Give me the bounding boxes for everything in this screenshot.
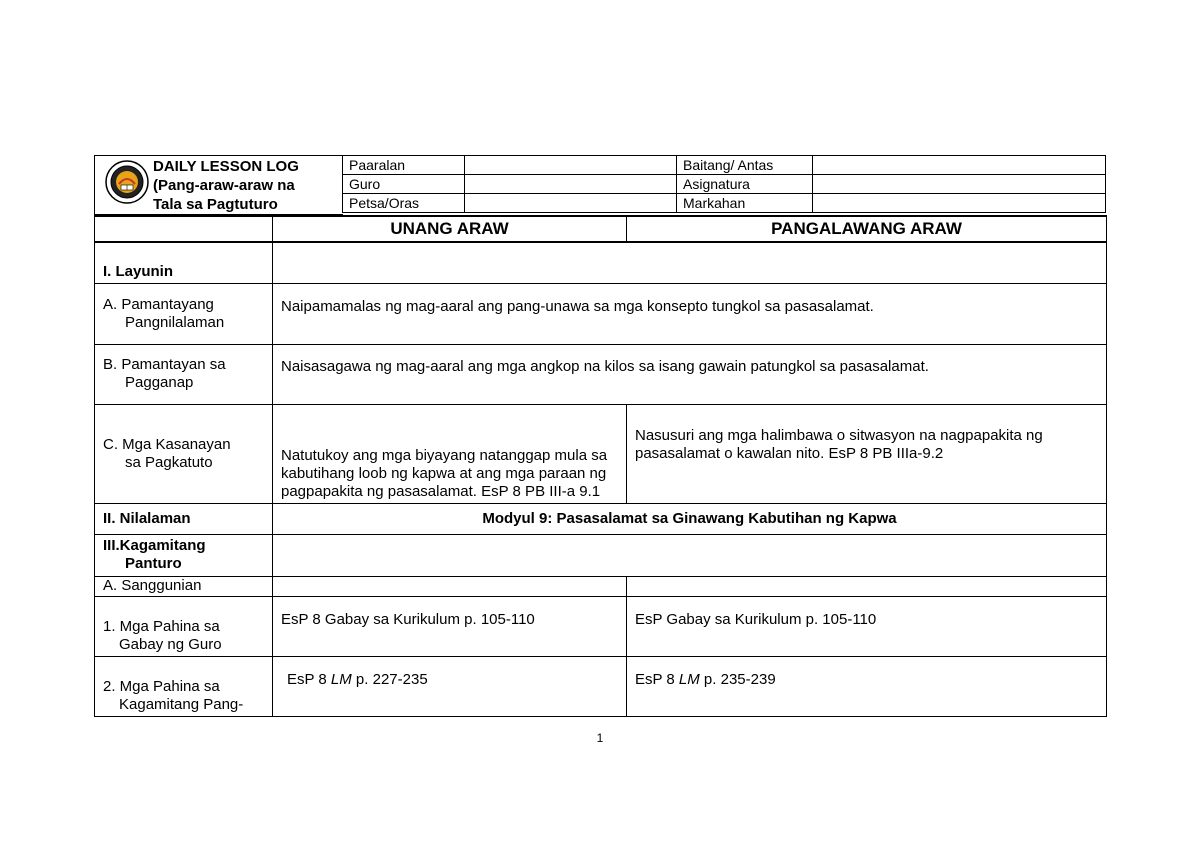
kagamitan-row bbox=[95, 534, 1107, 576]
gabay-label-line1: 1. Mga Pahina sa bbox=[103, 617, 220, 635]
layunin-row bbox=[95, 242, 1107, 283]
day2-header: PANGALAWANG ARAW bbox=[627, 216, 1107, 242]
pagganap-label-line2: Pagganap bbox=[125, 374, 194, 391]
sanggunian-row bbox=[95, 576, 1107, 596]
kagamitan-label-line1: III.Kagamitang bbox=[103, 537, 206, 554]
pagganap-row bbox=[95, 344, 1107, 404]
pagganap-label bbox=[95, 344, 273, 404]
pamantayang-label-line2: Pangnilalaman bbox=[125, 313, 225, 331]
kasanayan-label-line2: sa Pagkatuto bbox=[125, 453, 213, 471]
field-value-petsa[interactable] bbox=[465, 194, 677, 213]
kagamitang-label-line1: 2. Mga Pahina sa bbox=[103, 677, 220, 695]
header-fields-grid bbox=[342, 155, 1106, 213]
nilalaman-row bbox=[95, 503, 1107, 534]
field-value-paaralan[interactable] bbox=[465, 156, 677, 175]
field-value-markahan[interactable] bbox=[813, 194, 1106, 213]
pamantayang-row bbox=[95, 283, 1107, 344]
pamantayang-label bbox=[95, 283, 273, 344]
gabay-day1: EsP 8 Gabay sa Kurikulum p. 105-110 bbox=[273, 596, 627, 656]
field-label-guro: Guro bbox=[343, 175, 465, 194]
gabay-row bbox=[95, 596, 1107, 656]
lesson-log-header bbox=[94, 155, 1106, 215]
kasanayan-label-line1: C. Mga Kasanayan bbox=[103, 435, 231, 453]
field-value-asignatura[interactable] bbox=[813, 175, 1106, 194]
field-label-petsa: Petsa/Oras bbox=[343, 194, 465, 213]
pagganap-label-line1: B. Pamantayan sa bbox=[103, 356, 226, 373]
header-title-line3: Tala sa Pagtuturo bbox=[153, 196, 278, 213]
kasanayan-label bbox=[95, 404, 273, 503]
gabay-label-line2: Gabay ng Guro bbox=[119, 635, 222, 653]
lesson-log-table bbox=[94, 215, 1107, 717]
layunin-label: I. Layunin bbox=[95, 242, 273, 283]
gabay-day2: EsP Gabay sa Kurikulum p. 105-110 bbox=[627, 596, 1107, 656]
pamantayang-label-line1: A. Pamantayang bbox=[103, 295, 214, 313]
page-number: 1 bbox=[596, 731, 604, 745]
pagganap-text: Naisasagawa ng mag-aaral ang mga angkop na kilos sa isang gawain patungkol sa pasasalamat. bbox=[273, 344, 1107, 404]
kagamitan-label bbox=[95, 534, 273, 576]
field-value-baitang[interactable] bbox=[813, 156, 1106, 175]
field-label-markahan: Markahan bbox=[677, 194, 813, 213]
field-label-asignatura: Asignatura bbox=[677, 175, 813, 194]
kasanayan-day1: Natutukoy ang mga biyayang natanggap mula sa kabutihang loob ng kapwa at ang mga paraan ng pagpapakita ng pasasalamat. EsP 8 PB III-a 9.1 bbox=[273, 404, 627, 503]
gabay-label bbox=[95, 596, 273, 656]
lm-day1 bbox=[273, 656, 627, 716]
lm-day2-italic: LM bbox=[678, 671, 700, 688]
lm-day1-italic: LM bbox=[330, 671, 352, 688]
day1-header: UNANG ARAW bbox=[273, 216, 627, 242]
field-label-paaralan: Paaralan bbox=[343, 156, 465, 175]
field-label-baitang: Baitang/ Antas bbox=[677, 156, 813, 175]
nilalaman-text: Modyul 9: Pasasalamat sa Ginawang Kabutihan ng Kapwa bbox=[273, 503, 1107, 534]
kagamitan-label-line2: Panturo bbox=[125, 555, 182, 572]
lm-day2 bbox=[627, 656, 1107, 716]
kagamitan-content bbox=[273, 534, 1107, 576]
lm-day2-pre: EsP 8 bbox=[635, 671, 679, 688]
pamantayang-text: Naipamamalas ng mag-aaral ang pang-unawa sa mga konsepto tungkol sa pasasalamat. bbox=[273, 283, 1107, 344]
lm-day1-post: p. 227-235 bbox=[351, 671, 428, 688]
header-title-line2: (Pang-araw-araw na bbox=[153, 177, 295, 194]
days-row bbox=[95, 216, 1107, 242]
header-title-line1: DAILY LESSON LOG bbox=[153, 158, 299, 175]
layunin-content bbox=[273, 242, 1107, 283]
kagamitang-label bbox=[95, 656, 273, 716]
header-row bbox=[343, 175, 1106, 194]
sanggunian-day1 bbox=[273, 576, 627, 596]
header-row bbox=[343, 156, 1106, 175]
header-title-cell bbox=[94, 155, 343, 215]
kagamitang-row bbox=[95, 656, 1107, 716]
field-value-guro[interactable] bbox=[465, 175, 677, 194]
nilalaman-label: II. Nilalaman bbox=[95, 503, 273, 534]
kasanayan-day2: Nasusuri ang mga halimbawa o sitwasyon na nagpapakita ng pasasalamat o kawalan nito. EsP 8 PB IIIa-9.2 bbox=[627, 404, 1107, 503]
deped-seal-icon bbox=[105, 160, 149, 204]
days-corner-cell bbox=[95, 216, 273, 242]
header-row bbox=[343, 194, 1106, 213]
kagamitang-label-line2: Kagamitang Pang- bbox=[119, 695, 244, 713]
sanggunian-label: A. Sanggunian bbox=[95, 576, 273, 596]
kasanayan-row bbox=[95, 404, 1107, 503]
lm-day2-post: p. 235-239 bbox=[699, 671, 776, 688]
sanggunian-day2 bbox=[627, 576, 1107, 596]
lm-day1-pre: EsP 8 bbox=[287, 671, 331, 688]
